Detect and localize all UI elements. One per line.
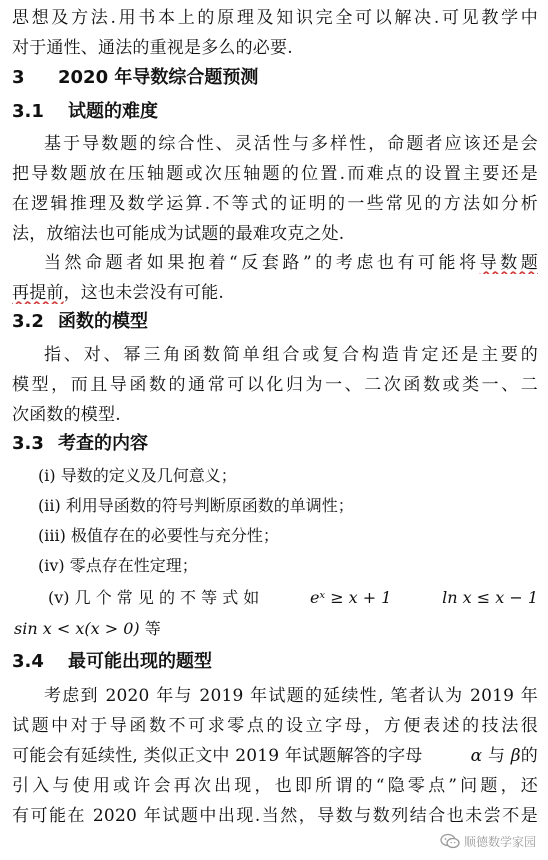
inequality-sin: sin x < x(x > 0) <box>14 619 140 638</box>
list-item-label: (v) 几 个 常 见 的 不 等 式 如 <box>48 588 260 607</box>
inequality-ln: ln x ≤ x − 1 <box>442 588 538 607</box>
paragraph-line <box>12 282 538 304</box>
section-title: 最可能出现的题型 <box>68 651 212 672</box>
paragraph-line: 把导数题放在压轴题或次压轴题的位置.而难点的设置主要还是 <box>12 164 538 184</box>
intro-line-1: 思想及方法.用书本上的原理及知识完全可以解决.可见教学中 <box>12 8 538 28</box>
section-title: 2020 年导数综合题预测 <box>58 67 259 88</box>
list-item: (ii) 利用导函数的符号判断原函数的单调性； <box>38 496 354 515</box>
paragraph-line: 次函数的模型. <box>12 405 121 425</box>
paragraph-text: ，这也未尝没有可能. <box>63 283 225 303</box>
paragraph-line: 指、对、幂三角函数简单组合或复合构造肯定还是主要的 <box>44 345 538 365</box>
section-number: 3.1 <box>12 101 44 122</box>
section-3-3-heading <box>12 432 148 456</box>
list-item-text: 等 <box>144 619 161 638</box>
paragraph-text: 的 <box>520 746 538 766</box>
beta-symbol: β <box>510 746 521 766</box>
paragraph-line: 基于导数题的综合性、灵活性与多样性，命题者应该还是会 <box>44 134 538 154</box>
section-title: 试题的难度 <box>68 101 158 122</box>
section-number: 3 <box>12 67 25 88</box>
watermark <box>438 830 538 852</box>
section-title: 函数的模型 <box>58 311 148 332</box>
section-3-2-heading <box>12 310 148 334</box>
paragraph-line: 引入与使用或许会再次出现，也即所谓的“隐零点”问题，还 <box>12 776 538 796</box>
wechat-icon <box>440 833 460 849</box>
section-3-4-heading <box>12 650 212 674</box>
section-number: 3.3 <box>12 433 44 454</box>
paragraph-line: 试题中对于导函数不可求零点的设立字母，方便表述的技法很 <box>12 716 538 736</box>
intro-line-2: 对于通性、通法的重视是多么的必要. <box>12 38 293 58</box>
section-number: 3.4 <box>12 651 44 672</box>
paragraph-text-greek <box>471 745 538 767</box>
list-item: (iii) 极值存在的必要性与充分性； <box>38 526 279 545</box>
list-item-continuation <box>14 618 161 640</box>
paragraph-line <box>12 745 538 767</box>
paragraph-line: 有可能在 2020 年试题中出现.当然，导数与数列结合也未尝不是 <box>12 806 538 826</box>
section-title: 考查的内容 <box>58 433 148 454</box>
paragraph-text: 可能会有延续性, 类似正文中 2019 年试题解答的字母 <box>12 746 423 766</box>
paragraph-text: 当然命题者如果抱着“反套路”的考虑也有可能将 <box>44 253 480 273</box>
list-item: (i) 导数的定义及几何意义； <box>38 466 237 485</box>
paragraph-line: 模型，而且导函数的通常可以化归为一、二次函数或类一、二 <box>12 375 538 395</box>
wavy-underlined-text: 再提前 <box>12 283 64 303</box>
paragraph-line: 考虑到 2020 年与 2019 年试题的延续性, 笔者认为 2019 年 <box>44 686 538 706</box>
inequality-exp: eˣ ≥ x + 1 <box>309 588 392 607</box>
paragraph-line <box>44 252 538 274</box>
section-number: 3.2 <box>12 311 44 332</box>
paragraph-line: 法，放缩法也可能成为试题的最难攻克之处. <box>12 224 345 244</box>
list-item: (iv) 零点存在性定理； <box>38 556 198 575</box>
paragraph-line: 在逻辑推理及数学运算.不等式的证明的一些常见的方法如分析 <box>12 194 538 214</box>
alpha-symbol: α <box>470 746 483 766</box>
section-3-heading <box>12 66 258 90</box>
paragraph-text: 与 <box>487 746 506 766</box>
watermark-text: 顺德数学家园 <box>463 834 536 849</box>
list-item <box>48 587 538 609</box>
section-3-1-heading <box>12 100 158 124</box>
wavy-underlined-text: 导数题 <box>479 253 538 273</box>
